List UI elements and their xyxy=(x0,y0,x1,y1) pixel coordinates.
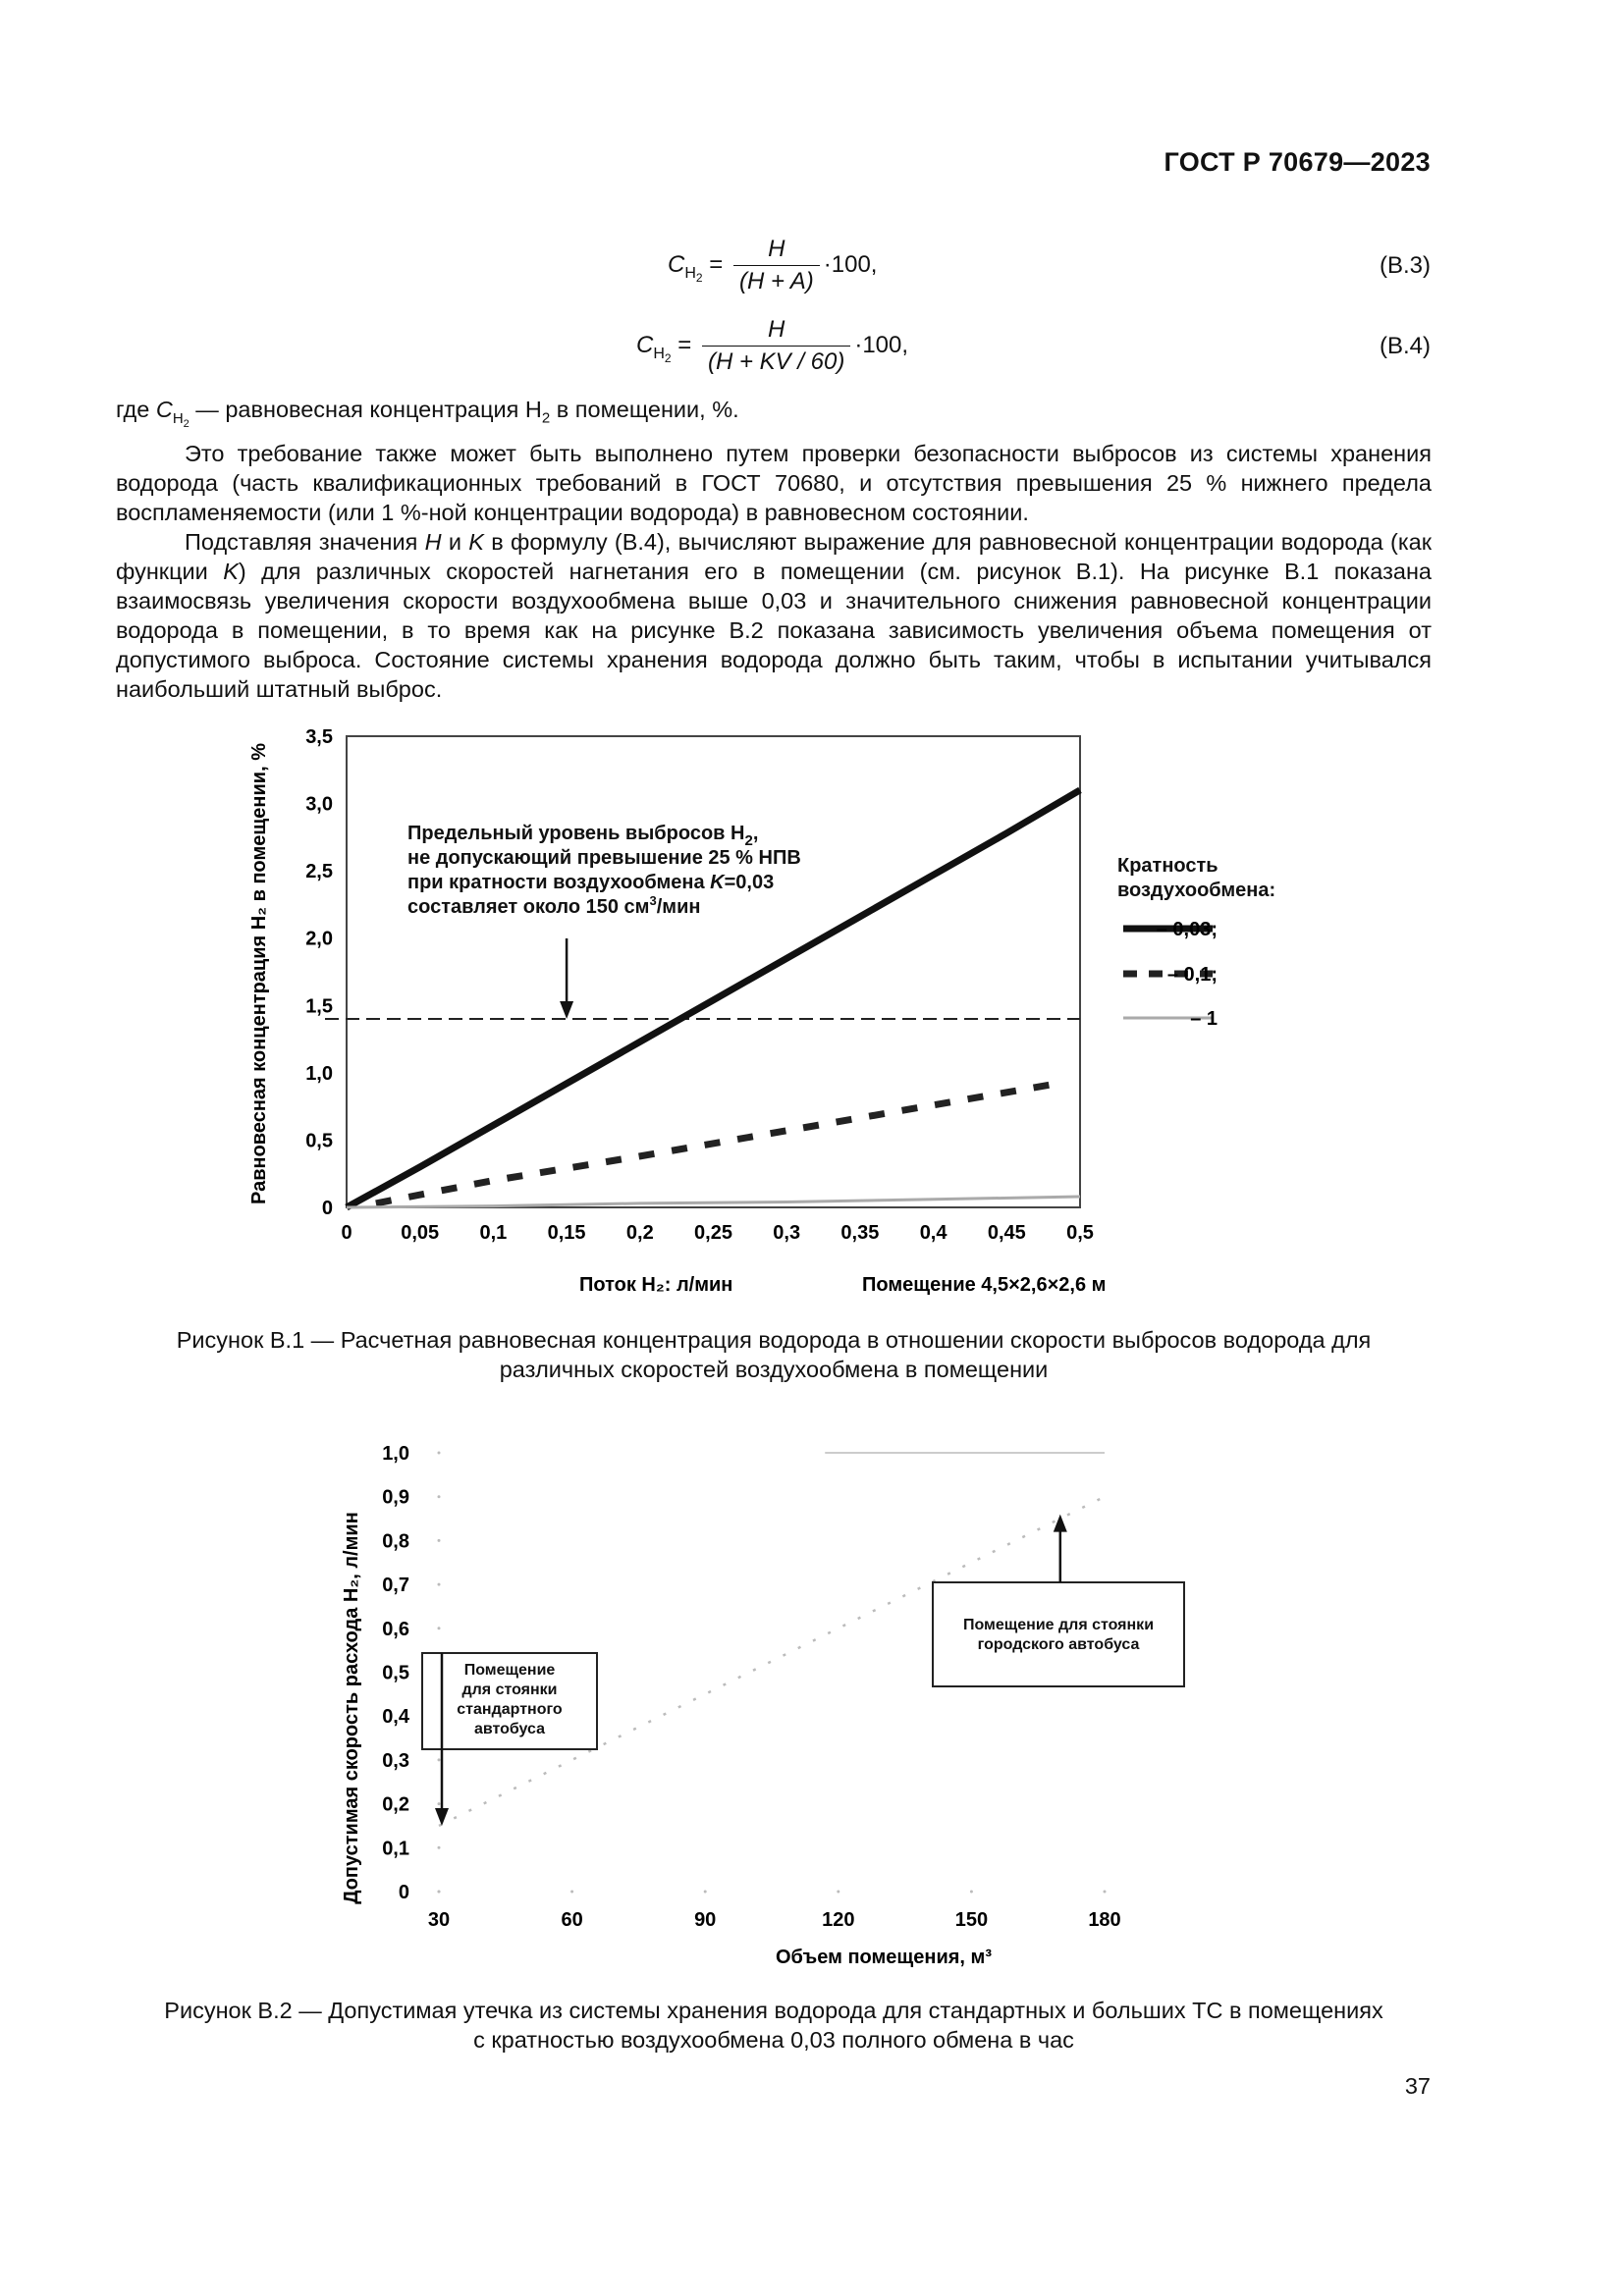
y-tick-label: 2,5 xyxy=(305,861,333,883)
svg-text:для стоянки: для стоянки xyxy=(461,1682,558,1698)
series-line-1 xyxy=(376,1082,1065,1202)
figure-b2-caption: Рисунок В.2 — Допустимая утечка из системы хранения водорода для стандартных и больших ТС в помещениях с кратностью воздухообмена 0,03 полного обмена в час xyxy=(164,1998,1383,2053)
y-tick-label: 1,5 xyxy=(305,995,333,1018)
annotation-standard-bus xyxy=(422,1653,597,1749)
x-tick-label: 0,5 xyxy=(1066,1222,1094,1244)
x-tick-label: 0,3 xyxy=(773,1222,801,1244)
body-text xyxy=(116,395,1432,704)
x-tick-dot xyxy=(570,1891,573,1894)
figure-b2-chart xyxy=(324,1423,1208,1973)
x-tick-label: 0,05 xyxy=(401,1222,440,1244)
y-tick-dot xyxy=(438,1539,441,1542)
svg-text:автобуса: автобуса xyxy=(473,1721,546,1737)
y-tick-dot xyxy=(438,1495,441,1498)
svg-text:стандартного: стандартного xyxy=(457,1701,563,1718)
arrow-head-icon xyxy=(1054,1515,1067,1532)
y-axis-label: Равновесная концентрация H₂ в помещении, % xyxy=(248,743,270,1204)
arrow-head-icon xyxy=(560,1001,573,1019)
x-axis-label-room: Помещение 4,5×2,6×2,6 м xyxy=(862,1274,1107,1296)
svg-text:не допускающий превышение 25 %: не допускающий превышение 25 % НПВ xyxy=(407,847,801,869)
y-tick-label: 2,0 xyxy=(305,928,333,950)
where-definition: где $C_{H_2}$ — равновесная концентрация $H_2$ в помещении, %. xyxy=(116,397,739,430)
x-tick-label: 90 xyxy=(694,1909,717,1931)
y-tick-dot xyxy=(438,1627,441,1629)
x-axis-label: Объем помещения, м³ xyxy=(776,1947,992,1968)
x-tick-label: 0,45 xyxy=(987,1222,1026,1244)
svg-text:городского автобуса: городского автобуса xyxy=(977,1636,1140,1653)
y-tick-label: 1,0 xyxy=(382,1443,409,1465)
figure-b1-chart xyxy=(236,717,1276,1306)
formula-b3-number: (В.3) xyxy=(1379,252,1431,279)
y-tick-label: 0,7 xyxy=(382,1575,409,1597)
legend-title-line2: воздухообмена: xyxy=(1117,880,1276,901)
formula-b4: $C_{H_2}$ = $\frac{H}{(H + KV / 60)}$ ·100, xyxy=(636,316,909,375)
y-tick-label: 1,0 xyxy=(305,1062,333,1085)
x-tick-dot xyxy=(1104,1891,1107,1894)
y-tick-label: 0,8 xyxy=(382,1530,409,1553)
y-tick-dot xyxy=(438,1583,441,1586)
y-tick-label: 0,5 xyxy=(305,1130,333,1152)
y-tick-label: 0,3 xyxy=(382,1749,409,1772)
svg-text:при кратности воздухообмена K=: при кратности воздухообмена K=0,03 xyxy=(407,872,775,893)
y-tick-label: 0,9 xyxy=(382,1486,409,1509)
y-tick-label: 0,4 xyxy=(382,1706,409,1729)
x-tick-dot xyxy=(837,1891,839,1894)
series-line-2 xyxy=(347,1197,1080,1207)
legend-title-line1: Кратность xyxy=(1117,855,1218,877)
svg-text:Помещение для стоянки: Помещение для стоянки xyxy=(962,1617,1155,1633)
y-tick-label: 0,1 xyxy=(382,1838,409,1860)
x-tick-dot xyxy=(970,1891,973,1894)
x-tick-label: 60 xyxy=(561,1909,583,1931)
figure-b1-caption: Рисунок В.1 — Расчетная равновесная концентрация водорода в отношении скорости выбросов водорода для различных скоростей воздухообмена в помещении xyxy=(176,1327,1372,1382)
document-header: ГОСТ Р 70679—2023 xyxy=(1164,147,1431,177)
y-tick-label: 0 xyxy=(398,1882,409,1903)
y-tick-label: 3,0 xyxy=(305,793,333,816)
x-tick-label: 30 xyxy=(427,1909,451,1931)
annotation-threshold xyxy=(407,823,801,918)
x-tick-label: 0,4 xyxy=(919,1222,947,1244)
y-tick-dot xyxy=(438,1758,441,1761)
y-tick-label: 0,2 xyxy=(382,1793,409,1816)
arrow-head-icon xyxy=(435,1808,449,1826)
paragraph-1: Это требование также может быть выполнено путем проверки безопасности выбросов из системы хранения водорода (часть квалификационных требований в ГОСТ 70680, и отсутствия превышения 25 % нижнего предела воспламеняемости (или 1 %-ной концентрации водорода) в равновесном состоянии. xyxy=(116,440,1432,525)
legend-label-1: – 0,1; xyxy=(1166,964,1218,986)
x-tick-dot xyxy=(438,1891,441,1894)
y-tick-dot xyxy=(438,1802,441,1805)
paragraph-2: Подставляя значения H и K в формулу (В.4), вычисляют выражение для равновесной концентрации водорода (как функции K) для различных скоростей нагнетания его в помещении (см. рисунок В.1). На рисунке В.1 показана взаимосвязь увеличения скорости воздухообмена выше 0,03 и значительного снижения равновесной концентрации водорода в помещении, в то время как на рисунке В.2 показана зависимость увеличения объема помещения от допустимого выброса. Состояние системы хранения водорода должно быть таким, чтобы в испытании учитывался наибольший штатный выброс. xyxy=(116,528,1432,702)
x-tick-label: 0,15 xyxy=(547,1222,586,1244)
annotation-city-bus xyxy=(933,1582,1184,1686)
x-tick-label: 150 xyxy=(954,1909,989,1931)
y-tick-label: 3,5 xyxy=(305,726,333,748)
svg-text:Помещение: Помещение xyxy=(463,1662,556,1679)
legend-label-0: – 0,03; xyxy=(1156,919,1218,940)
y-tick-dot xyxy=(438,1846,441,1849)
x-tick-label: 0 xyxy=(341,1222,352,1244)
legend-label-2: – 1 xyxy=(1190,1008,1218,1030)
page-number: 37 xyxy=(1404,2073,1431,2099)
x-tick-label: 0,25 xyxy=(694,1222,732,1244)
y-tick-label: 0 xyxy=(321,1198,333,1219)
x-tick-dot xyxy=(704,1891,707,1894)
x-tick-label: 0,35 xyxy=(840,1222,880,1244)
x-tick-label: 120 xyxy=(822,1909,855,1931)
formula-b4-number: (В.4) xyxy=(1379,333,1431,359)
y-tick-dot xyxy=(438,1452,441,1455)
x-tick-label: 0,1 xyxy=(479,1222,508,1244)
y-tick-label: 0,5 xyxy=(382,1662,409,1684)
svg-text:Предельный уровень выбросов H2: Предельный уровень выбросов $H_2$, xyxy=(407,823,759,849)
svg-text:составляет около 150 см3/мин: составляет около 150 $см^3$/мин xyxy=(407,893,701,918)
x-axis-label: Поток H₂: л/мин xyxy=(579,1274,733,1296)
y-tick-label: 0,6 xyxy=(382,1618,409,1640)
formula-b3: $C_{H_2}$ = $\frac{H}{(H + A)}$ ·100, xyxy=(668,236,878,294)
y-axis-label: Допустимая скорость расхода H₂, л/мин xyxy=(341,1512,362,1904)
x-tick-label: 180 xyxy=(1088,1909,1121,1931)
plot-frame xyxy=(347,736,1080,1207)
x-tick-label: 0,2 xyxy=(625,1222,654,1244)
